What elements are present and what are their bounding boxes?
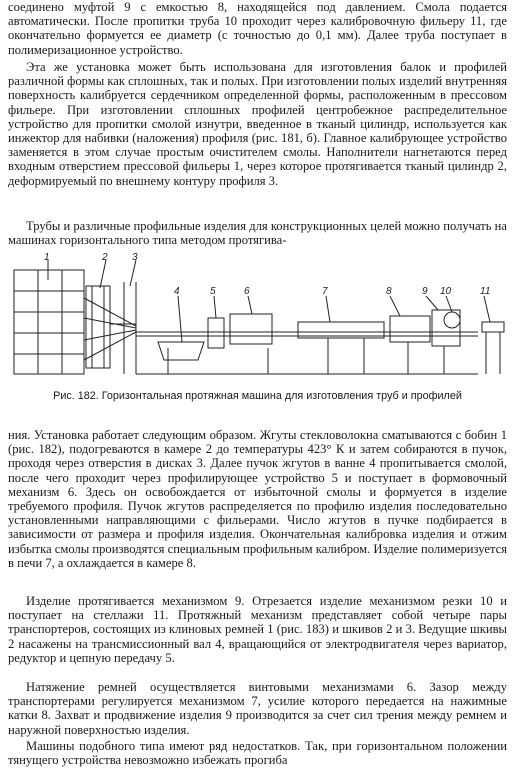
profiling-device — [208, 318, 224, 348]
figure-label-10: 10 — [440, 286, 452, 297]
paragraph-5: Изделие протягивается механизмом 9. Отрезается изделие механизмом резки 10 и поступает на стеллажи 11. Протяжный механизм представляет собой четыре пары транспортеров, состоящих из клиновых ремней 1 (рис. 183) и шкивов 2 и 3. Ведущие шкивы 2 насажены на трансмиссионный вал 4, вращающийся от электродвигателя через вариатор, редуктор и цепную передачу 5. — [8, 594, 507, 665]
heating-chamber — [86, 286, 110, 368]
cooling-chamber — [390, 316, 430, 342]
figure-label-1: 1 — [44, 252, 50, 263]
figure-label-11: 11 — [480, 286, 491, 297]
figure-label-7: 7 — [322, 286, 328, 297]
paragraph-1: соединено муфтой 9 с емкостью 8, находящейся под давлением. Смола подается автоматически. После пропитки труба 10 проходит через калибровочную фильеру 11, где окончательно формуется ее диаметр (с точностью до 0,1 мм). Далее труба поступает в полимеризационное устройство. — [8, 0, 507, 57]
paragraph-4: ния. Установка работает следующим образом. Жгуты стекловолокна сматываются с бобин 1 (рис. 182), подогреваются в камере 2 до температуры 423° К и затем собираются в пучок, проходя через отверстия в дисках 3. Далее пучок жгутов в ванне 4 пропитывается смолой, после чего проходит через профилирующее устройство 5 и поступает в формовочный механизм 6. Здесь он освобождается от избыточной смолы и формуется в изделие требуемого профиля. Пучок жгутов распределяется по профилю изделия последовательно установленными направляющими с фильерами. Число жгутов в пучке подбирается в зависимости от размера и профиля изделия. Окончательная калибровка изделия и отжим избытка смолы производятся специальным профильным калибром. Изделие полимеризуется в печи 7, а охлаждается в камере 8. — [8, 428, 507, 570]
resin-bath — [158, 342, 204, 360]
paragraph-2: Эта же установка может быть использована для изготовления балок и профилей различной формы как сплошных, так и полых. При изготовлении полых изделий внутренняя поверхность калибруется сердечником определенной формы, расположенным в прессовом фильере. При изготовлении сплошных профилей центробежное распределительное устройство для пропитки смолой изнутри, введенное в тканый цилиндр, используется как инжектор для набивки (наложения) профиля (рис. 181, б). Главное калибрующее устройство заменяется в этом случае простым очистителем смолы. Наполнители нагнетаются перед входным отверстием прессовой фильеры 1, через которое протягивается тканый цилиндр 2, деформируемый по внешнему контуру профиля 3. — [8, 60, 507, 188]
paragraph-6: Натяжение ремней осуществляется винтовыми механизмами 6. Зазор между транспортерами регулируется механизмом 7, усилие которого передается на нажимные катки 8. Захват и продвижение изделия 9 производится за счет сил трения между ремнем и наружной поверхностью изделия. — [8, 680, 507, 737]
spool-rack — [14, 270, 84, 374]
forming-mechanism — [230, 314, 272, 344]
machine-figure — [8, 252, 508, 382]
output-rack — [482, 322, 504, 332]
paragraph-3: Трубы и различные профильные изделия для конструкционных целей можно получать на машинах горизонтального типа методом протягива- — [8, 219, 507, 248]
figure-label-5: 5 — [210, 286, 216, 297]
figure-caption: Рис. 182. Горизонтальная протяжная машина для изготовления труб и профилей — [53, 390, 462, 402]
figure-label-2: 2 — [102, 252, 108, 263]
figure-label-6: 6 — [244, 286, 250, 297]
cutter — [444, 312, 460, 328]
paragraph-7: Машины подобного типа имеют ряд недостатков. Так, при горизонтальном положении тянущего устройства невозможно избежать прогиба — [8, 739, 507, 768]
figure-label-4: 4 — [174, 286, 180, 297]
figure-label-9: 9 — [422, 286, 428, 297]
figure-label-8: 8 — [386, 286, 392, 297]
figure-label-3: 3 — [132, 252, 138, 263]
